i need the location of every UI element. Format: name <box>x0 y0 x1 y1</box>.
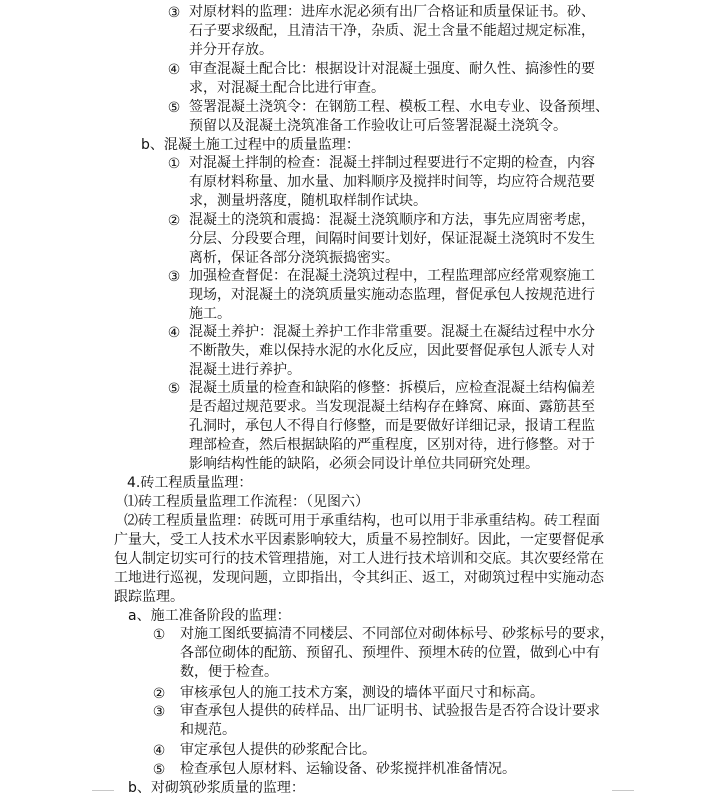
item-marker: ② <box>167 213 181 229</box>
subsection-heading: a、施工准备阶段的监理： <box>128 608 291 624</box>
paragraph-line: 包人制定切实可行的技术管理措施，对工人进行技术培训和交底。其次要经常在 <box>114 551 604 567</box>
paragraph-line: 工地进行巡视，发现问题，立即指出，令其纠正、返工，对砌筑过程中实施动态 <box>114 570 604 586</box>
text-line: 和规范。 <box>180 722 236 738</box>
text-line: 理部检查，然后根据缺陷的严重程度，区别对待，进行修整。对于 <box>189 437 595 453</box>
item-marker: ④ <box>167 325 181 341</box>
item-marker: ① <box>152 627 166 643</box>
text-line: 有原材料称量、加水量、加料顺序及搅拌时间等，均应符合规范要 <box>189 174 595 190</box>
text-line: 审查混凝土配合比：根据设计对混凝土强度、耐久性、搞渗性的要 <box>189 61 595 77</box>
text-line: 混凝土质量的检查和缺陷的修整：拆模后，应检查混凝土结构偏差 <box>189 380 595 396</box>
text-line: 并分开存放。 <box>189 42 273 58</box>
item-marker: ⑤ <box>152 762 166 778</box>
text-line: 孔洞时，承包人不得自行修整，而是要做好详细记录，报请工程监 <box>189 418 595 434</box>
section-heading: 4.砖工程质量监理： <box>127 475 253 491</box>
text-line: 审查承包人提供的砖样品、出厂证明书、试验报告是否符合设计要求 <box>180 703 600 719</box>
page-corner-mark <box>92 790 114 801</box>
paragraph-line: 广量大，受工人技术水平因素影响较大，质量不易控制好。因此，一定要督促承 <box>114 532 604 548</box>
text-line: 离析，保证各部分浇筑振捣密实。 <box>189 250 399 266</box>
text-line: 现场，对混凝土的浇筑质量实施动态监理，督促承包人按规范进行 <box>189 287 595 303</box>
text-line: 求，测量坍落度，随机取样制作试块。 <box>189 193 427 209</box>
text-line: 对施工图纸要搞清不同楼层、不同部位对砌体标号、砂浆标号的要求， <box>180 626 614 642</box>
text-line: 施工。 <box>189 306 231 322</box>
text-line: 签署混凝土浇筑令：在钢筋工程、模板工程、水电专业、设备预埋、 <box>189 99 609 115</box>
item-marker: ① <box>167 156 181 172</box>
paragraph-line: 跟踪监理。 <box>114 589 184 605</box>
item-marker: ③ <box>152 704 166 720</box>
text-line: 混凝土的浇筑和震捣：混凝土浇筑顺序和方法，事先应周密考虑， <box>189 212 595 228</box>
paragraph-line: ⑵砖工程质量监理：砖既可用于承重结构，也可以用于非承重结构。砖工程面 <box>124 513 600 529</box>
text-line: 混凝土进行养护。 <box>189 362 301 378</box>
text-line: 不断散失，难以保持水泥的水化反应，因此要督促承包人派专人对 <box>189 343 595 359</box>
text-line: 混凝土养护：混凝土养护工作非常重要。混凝土在凝结过程中水分 <box>189 324 595 340</box>
text-line: 求，对混凝土配合比进行审查。 <box>189 80 385 96</box>
text-line: 检查承包人原材料、运输设备、砂浆搅拌机准备情况。 <box>180 761 516 777</box>
text-line: 各部位砌体的配筋、预留孔、预埋件、预埋木砖的位置，做到心中有 <box>180 645 600 661</box>
item-marker: ④ <box>152 743 166 759</box>
subsection-heading: b、对砌筑砂浆质量的监理： <box>128 780 305 796</box>
item-marker: ⑤ <box>167 381 181 397</box>
subsection-heading: b、混凝土施工过程中的质量监理： <box>141 137 360 153</box>
text-line: 加强检查督促：在混凝土浇筑过程中，工程监理部应经常观察施工 <box>189 268 595 284</box>
text-line: 是否超过规范要求。当发现混凝土结构存在蜂窝、麻面、露筋甚至 <box>189 399 595 415</box>
item-marker: ⑤ <box>167 100 181 116</box>
item-marker: ③ <box>167 5 181 21</box>
text-line: 分层、分段要合理，间隔时间要计划好，保证混凝土浇筑时不发生 <box>189 231 595 247</box>
text-line: 预留以及混凝土浇筑准备工作验收让可后签署混凝土浇筑令。 <box>189 118 567 134</box>
text-line: 对原材料的监理：进库水泥必须有出厂合格证和质量保证书。砂、 <box>189 4 595 20</box>
text-line: 审定承包人提供的砂浆配合比。 <box>180 742 376 758</box>
page-corner-mark <box>612 790 634 801</box>
text-line: 数，便于检查。 <box>180 664 278 680</box>
text-line: 审核承包人的施工技术方案，测设的墙体平面尺寸和标高。 <box>180 685 544 701</box>
text-line: 对混凝土拌制的检查：混凝土拌制过程要进行不定期的检查，内容 <box>189 155 595 171</box>
text-line: 影响结构性能的缺陷，必须会同设计单位共同研究处理。 <box>189 456 539 472</box>
item-marker: ③ <box>167 269 181 285</box>
paragraph-line: ⑴砖工程质量监理工作流程：（见图六） <box>124 494 369 510</box>
item-marker: ② <box>152 686 166 702</box>
text-line: 石子要求级配，且清洁干净，杂质、泥土含量不能超过规定标准， <box>189 23 595 39</box>
item-marker: ④ <box>167 62 181 78</box>
